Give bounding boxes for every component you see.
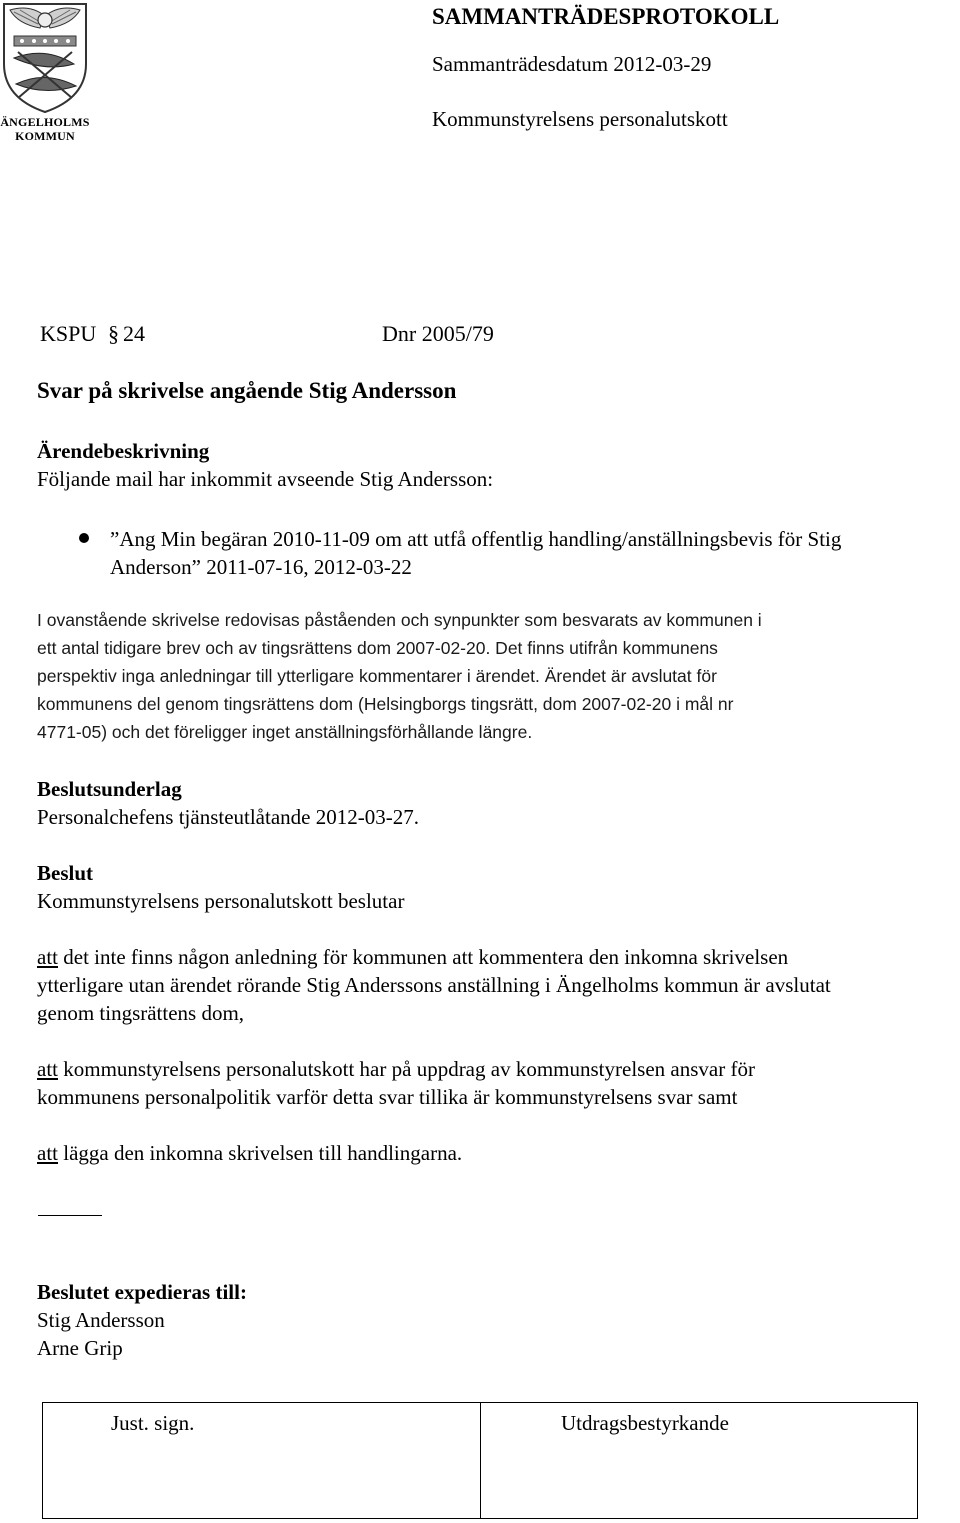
beslutsunderlag-heading: Beslutsunderlag [37,777,182,801]
recipient: Arne Grip [37,1336,123,1360]
logo-text-line1: ÄNGELHOLMS [0,115,90,129]
bullet-text-line1: ”Ang Min begäran 2010-11-09 om att utfå offentlig handling/anställningsbevis för Stig [110,527,842,551]
decision-item-1-line1 [37,945,788,970]
body-line: ett antal tidigare brev och av tingsrättens dom 2007-02-20. Det finns utifrån kommunens [37,638,718,658]
decision-text: kommunstyrelsens personalutskott har på uppdrag av kommunstyrelsen ansvar för [58,1057,755,1081]
decision-item-3-line1 [37,1141,462,1166]
body-line: kommunens del genom tingsrättens dom (Helsingborgs tingsrätt, dom 2007-02-20 i mål nr [37,694,734,714]
municipal-coat-of-arms-icon [0,2,90,114]
att-keyword: att [37,1141,58,1165]
arendebeskrivning-intro: Följande mail har inkommit avseende Stig Andersson: [37,467,494,491]
municipality-logo [0,2,90,145]
dnr: Dnr 2005/79 [382,321,494,346]
ref-code: KSPU [40,321,97,346]
page-title: Svar på skrivelse angående Stig Andersson [37,378,457,403]
beslutsunderlag-text: Personalchefens tjänsteutlåtande 2012-03-27. [37,805,419,829]
expedieras-heading: Beslutet expedieras till: [37,1280,247,1304]
meeting-date: Sammanträdesdatum 2012-03-29 [432,52,712,76]
decision-text: det inte finns någon anledning för kommunen att kommentera den inkomna skrivelsen [58,945,789,969]
beslut-intro: Kommunstyrelsens personalutskott beslutar [37,889,405,913]
utdragsbestyrkande-label: Utdragsbestyrkande [561,1411,729,1435]
att-keyword: att [37,945,58,969]
bullet-text-line2: Anderson” 2011-07-16, 2012-03-22 [110,555,412,579]
body-line: perspektiv inga anledningar till ytterligare kommentarer i ärendet. Ärendet är avslutat för [37,666,717,686]
decision-text: lägga den inkomna skrivelsen till handlingarna. [58,1141,463,1165]
signature-box [42,1402,918,1519]
divider [38,1215,102,1216]
decision-item-2-line2: kommunens personalpolitik varför detta svar tillika är kommunstyrelsens svar samt [37,1085,738,1109]
arendebeskrivning-heading: Ärendebeskrivning [37,439,210,463]
recipient: Stig Andersson [37,1308,165,1332]
section-number: 24 [123,321,145,346]
beslut-heading: Beslut [37,861,94,885]
body-line: 4771-05) och det föreligger inget anställningsförhållande längre. [37,722,533,742]
utdragsbestyrkande-cell [481,1403,917,1518]
justering-cell [43,1403,481,1518]
just-sign-label: Just. sign. [111,1411,195,1435]
section-symbol: § [108,321,119,346]
committee-name: Kommunstyrelsens personalutskott [432,107,728,131]
logo-text-line2: KOMMUN [15,129,75,143]
bullet-icon [79,533,89,543]
decision-item-1-line2: ytterligare utan ärendet rörande Stig Anderssons anställning i Ängelholms kommun är avslutat [37,973,831,997]
body-line: I ovanstående skrivelse redovisas påståenden och synpunkter som besvarats av kommunen i [37,610,762,630]
att-keyword: att [37,1057,58,1081]
decision-item-1-line3: genom tingsrättens dom, [37,1001,245,1025]
decision-item-2-line1 [37,1057,755,1082]
document-type-title: SAMMANTRÄDESPROTOKOLL [432,4,780,29]
